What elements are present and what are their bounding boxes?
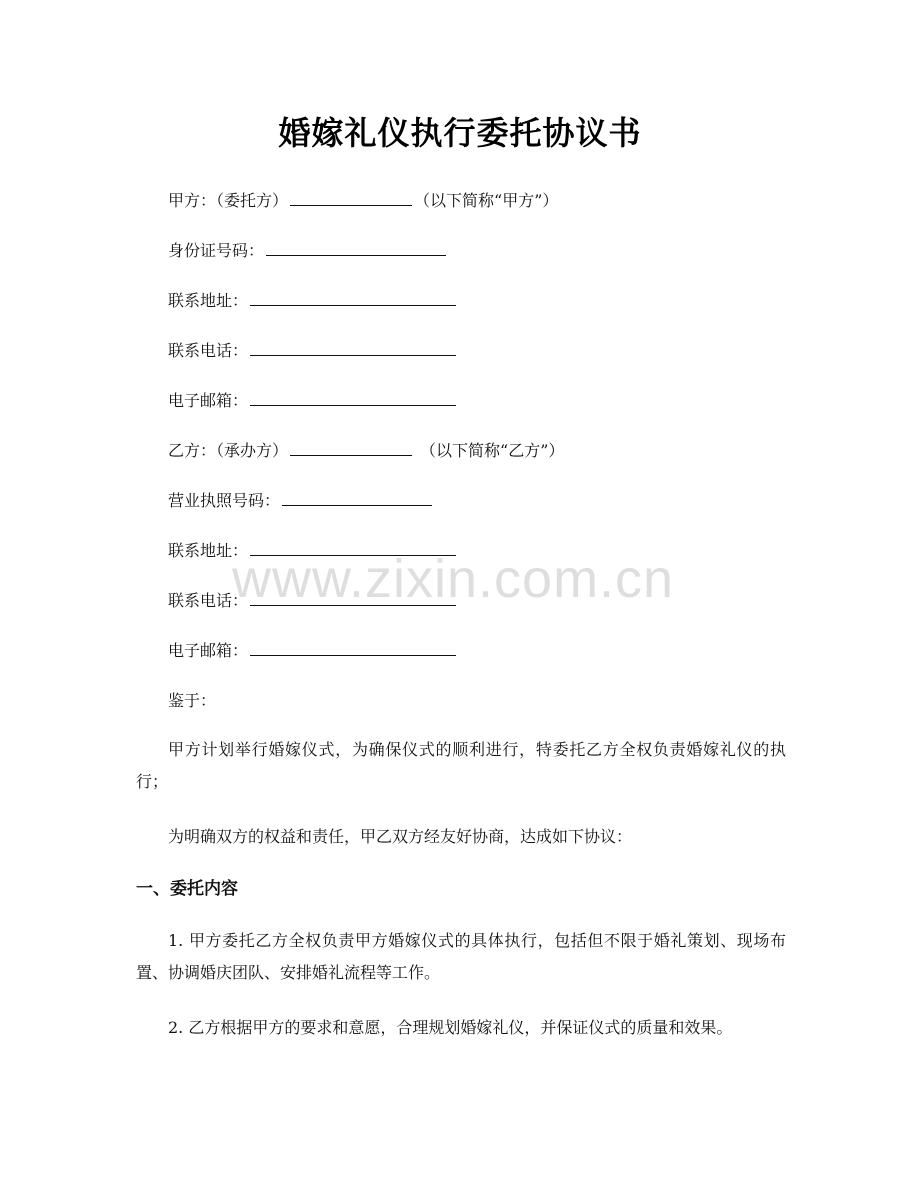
party-b-license-label: 营业执照号码： [168, 491, 281, 510]
party-a-label: 甲方：（委托方） [168, 191, 289, 210]
party-b-phone-line [168, 590, 458, 612]
party-b-label: 乙方：（承办方） [168, 441, 289, 460]
party-a-suffix: （以下简称“甲方”） [414, 191, 559, 210]
party-a-line [168, 190, 558, 212]
party-b-address-line [168, 540, 458, 562]
party-b-phone-blank[interactable] [250, 591, 456, 606]
party-a-phone-label: 联系电话： [168, 341, 249, 360]
whereas-paragraph-2: 为明确双方的权益和责任，甲乙双方经友好协商，达成如下协议： [168, 827, 633, 846]
party-a-email-label: 电子邮箱： [168, 391, 249, 410]
party-a-address-blank[interactable] [250, 291, 456, 306]
party-b-phone-label: 联系电话： [168, 591, 249, 610]
party-b-license-line [168, 490, 434, 512]
clause-1-1: 1. 甲方委托乙方全权负责甲方婚嫁仪式的具体执行，包括但不限于婚礼策划、现场布置、协调婚庆团队、安排婚礼流程等工作。 [136, 931, 786, 982]
party-b-name-blank[interactable] [290, 441, 412, 456]
party-a-id-blank[interactable] [266, 241, 446, 256]
party-a-id-line [168, 240, 448, 262]
whereas-paragraph-1: 甲方计划举行婚嫁仪式，为确保仪式的顺利进行，特委托乙方全权负责婚嫁礼仪的执行； [136, 740, 786, 791]
party-a-id-label: 身份证号码： [168, 241, 265, 260]
clause-1-2: 2. 乙方根据甲方的要求和意愿，合理规划婚嫁礼仪，并保证仪式的质量和效果。 [168, 1018, 733, 1037]
party-b-line [168, 440, 564, 462]
party-a-name-blank[interactable] [290, 191, 412, 206]
party-a-phone-blank[interactable] [250, 341, 456, 356]
party-b-email-label: 电子邮箱： [168, 641, 249, 660]
party-a-email-blank[interactable] [250, 391, 456, 406]
document-title: 婚嫁礼仪执行委托协议书 [278, 114, 642, 152]
party-a-phone-line [168, 340, 458, 362]
watermark-text: www.zixin.com.cn [232, 549, 675, 609]
party-b-email-line [168, 640, 458, 662]
section-1-heading: 一、委托内容 [136, 879, 238, 899]
party-b-address-label: 联系地址： [168, 541, 249, 560]
party-a-address-label: 联系地址： [168, 291, 249, 310]
party-b-license-blank[interactable] [282, 491, 432, 506]
party-b-email-blank[interactable] [250, 641, 456, 656]
whereas-label: 鉴于： [168, 691, 217, 710]
party-b-suffix: （以下简称“乙方”） [420, 441, 565, 460]
party-a-email-line [168, 390, 458, 412]
party-a-address-line [168, 290, 458, 312]
party-b-address-blank[interactable] [250, 541, 456, 556]
